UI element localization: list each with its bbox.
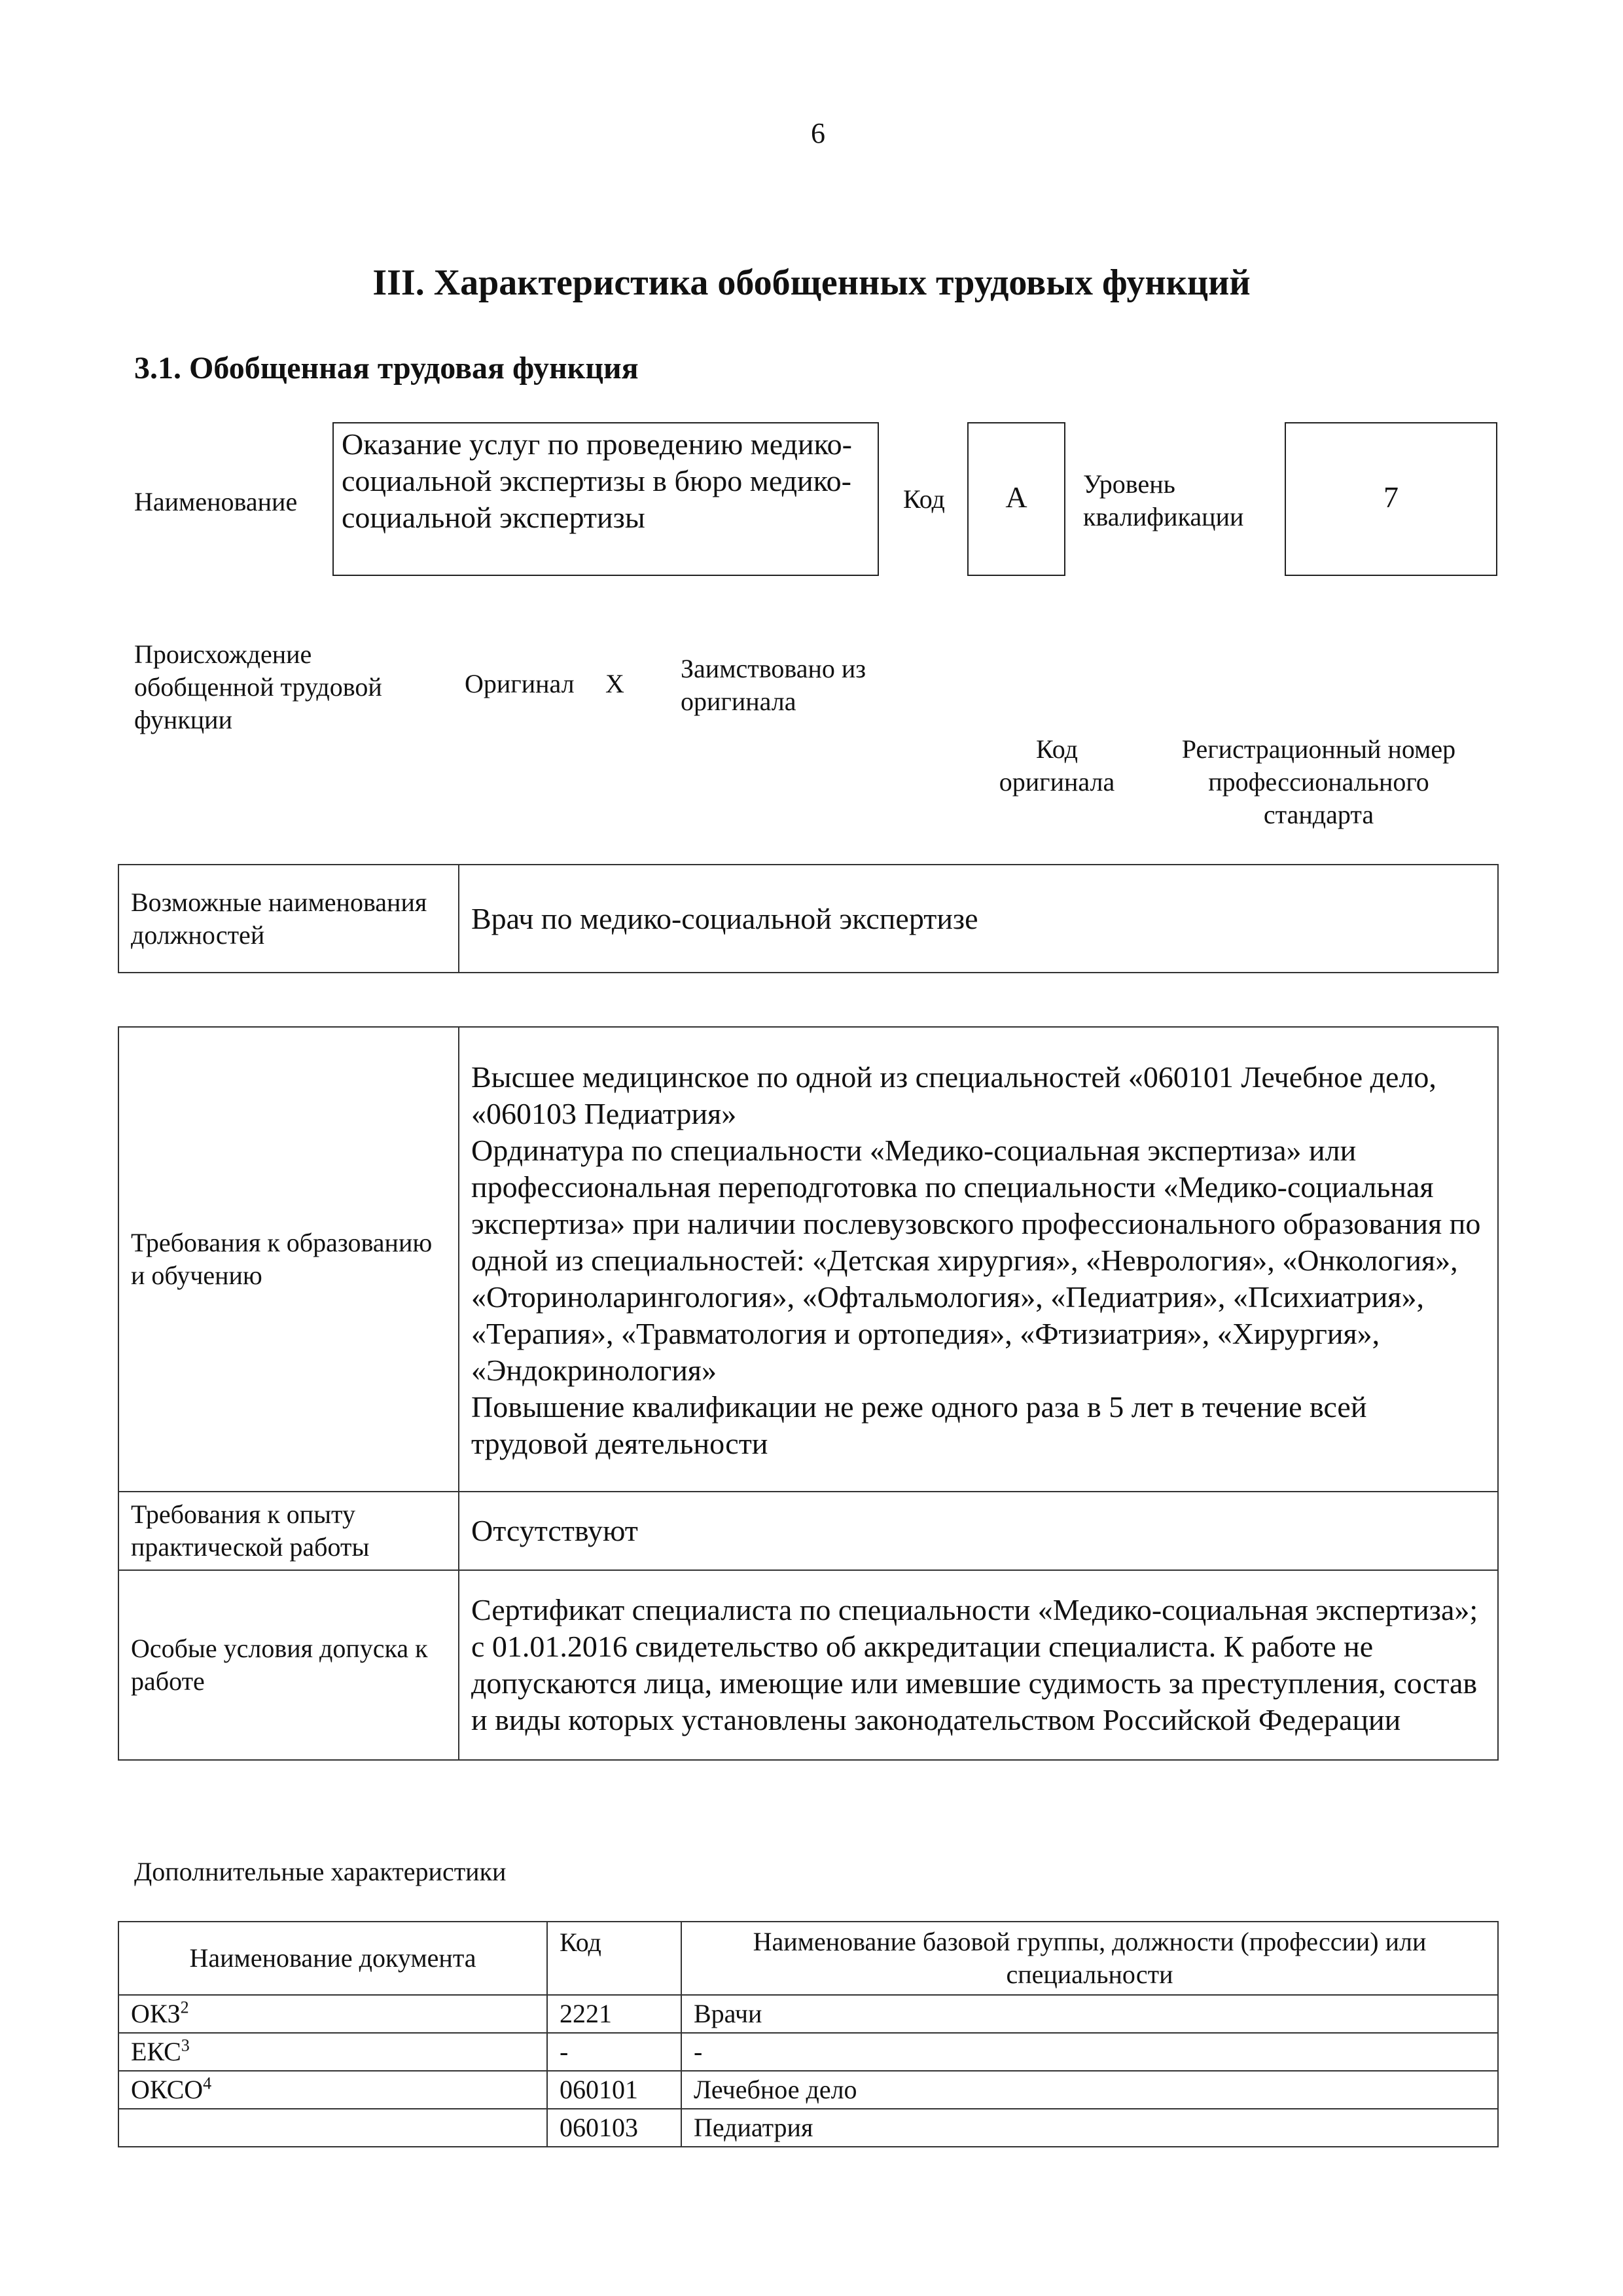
additional-heading: Дополнительные характеристики xyxy=(134,1857,507,1886)
experience-label: Требования к опыту практической работы xyxy=(118,1492,459,1570)
doc-cell: ЕКС$^3$ xyxy=(118,2033,547,2071)
reg-number-label: Регистрационный номер профессионального стандарта xyxy=(1181,734,1456,829)
doc-cell xyxy=(118,2109,547,2147)
code-original-label: Код оригинала xyxy=(999,734,1115,797)
name-value: Оказание услуг по проведению медико-социальной экспертизы в бюро медико-социальной экспертизы xyxy=(332,422,879,576)
positions-value: Врач по медико-социальной экспертизе xyxy=(459,865,1498,973)
table-row xyxy=(118,2033,1498,2071)
header-doc: Наименование документа xyxy=(118,1922,547,1995)
code-cell: 060101 xyxy=(547,2071,681,2109)
borrowed-label: Заимствовано из оригинала xyxy=(681,654,866,716)
origin-label: Происхождение обобщенной трудовой функции xyxy=(134,639,382,734)
positions-label: Возможные наименования должностей xyxy=(118,865,459,973)
education-value: Высшее медицинское по одной из специальностей «060101 Лечебное дело, «060103 Педиатрия» Ординатура по специальности «Медико-социальная экспертиза» или профессиональная переподготовка по специальности «Медико-социальная экспертиза» при наличии послевузовского профессионального образования по одной из специальностей: «Детская хирургия», «Неврология», «Онкология», «Оториноларингология», «Офтальмология», «Педиатрия», «Психиатрия», «Терапия», «Травматология и ортопедия», «Фтизиатрия», «Хирургия», «Эндокринология» Повышение квалификации не реже одного раза в 5 лет в течение всей трудовой деятельности xyxy=(459,1027,1498,1492)
positions-table xyxy=(118,864,1499,973)
name-cell: Педиатрия xyxy=(681,2109,1498,2147)
table-row xyxy=(118,2109,1498,2147)
subsection-title: 3.1. Обобщенная трудовая функция xyxy=(134,351,639,386)
code-value: А xyxy=(967,422,1065,576)
level-value: 7 xyxy=(1285,422,1497,576)
name-cell: Лечебное дело xyxy=(681,2071,1498,2109)
experience-value: Отсутствуют xyxy=(459,1492,1498,1570)
additional-table xyxy=(118,1921,1499,2147)
header-name: Наименование базовой группы, должности (профессии) или специальности xyxy=(681,1922,1498,1995)
code-cell: 060103 xyxy=(547,2109,681,2147)
original-label: Оригинал xyxy=(465,669,575,698)
name-label: Наименование xyxy=(134,487,298,516)
doc-cell: ОКСО$^4$ xyxy=(118,2071,547,2109)
original-mark: X xyxy=(605,669,624,698)
table-row xyxy=(118,2071,1498,2109)
header-code: Код xyxy=(547,1922,681,1995)
code-cell: 2221 xyxy=(547,1995,681,2033)
education-label: Требования к образованию и обучению xyxy=(118,1027,459,1492)
page-number: 6 xyxy=(811,117,825,149)
section-title: III. Характеристика обобщенных трудовых функций xyxy=(372,262,1251,303)
doc-cell: ОКЗ$^2$ xyxy=(118,1995,547,2033)
code-label: Код xyxy=(903,484,945,514)
requirements-table xyxy=(118,1026,1499,1761)
special-conditions-value: Сертификат специалиста по специальности «Медико-социальная экспертиза»; с 01.01.2016 свидетельство об аккредитации специалиста. К работе не допускаются лица, имеющие или имевшие судимость за преступления, состав и виды которых установлены законодательством Российской Федерации xyxy=(459,1570,1498,1760)
special-conditions-label: Особые условия допуска к работе xyxy=(118,1570,459,1760)
level-label: Уровень квалификации xyxy=(1083,469,1244,531)
name-cell: Врачи xyxy=(681,1995,1498,2033)
name-cell: - xyxy=(681,2033,1498,2071)
table-row xyxy=(118,1995,1498,2033)
code-cell: - xyxy=(547,2033,681,2071)
